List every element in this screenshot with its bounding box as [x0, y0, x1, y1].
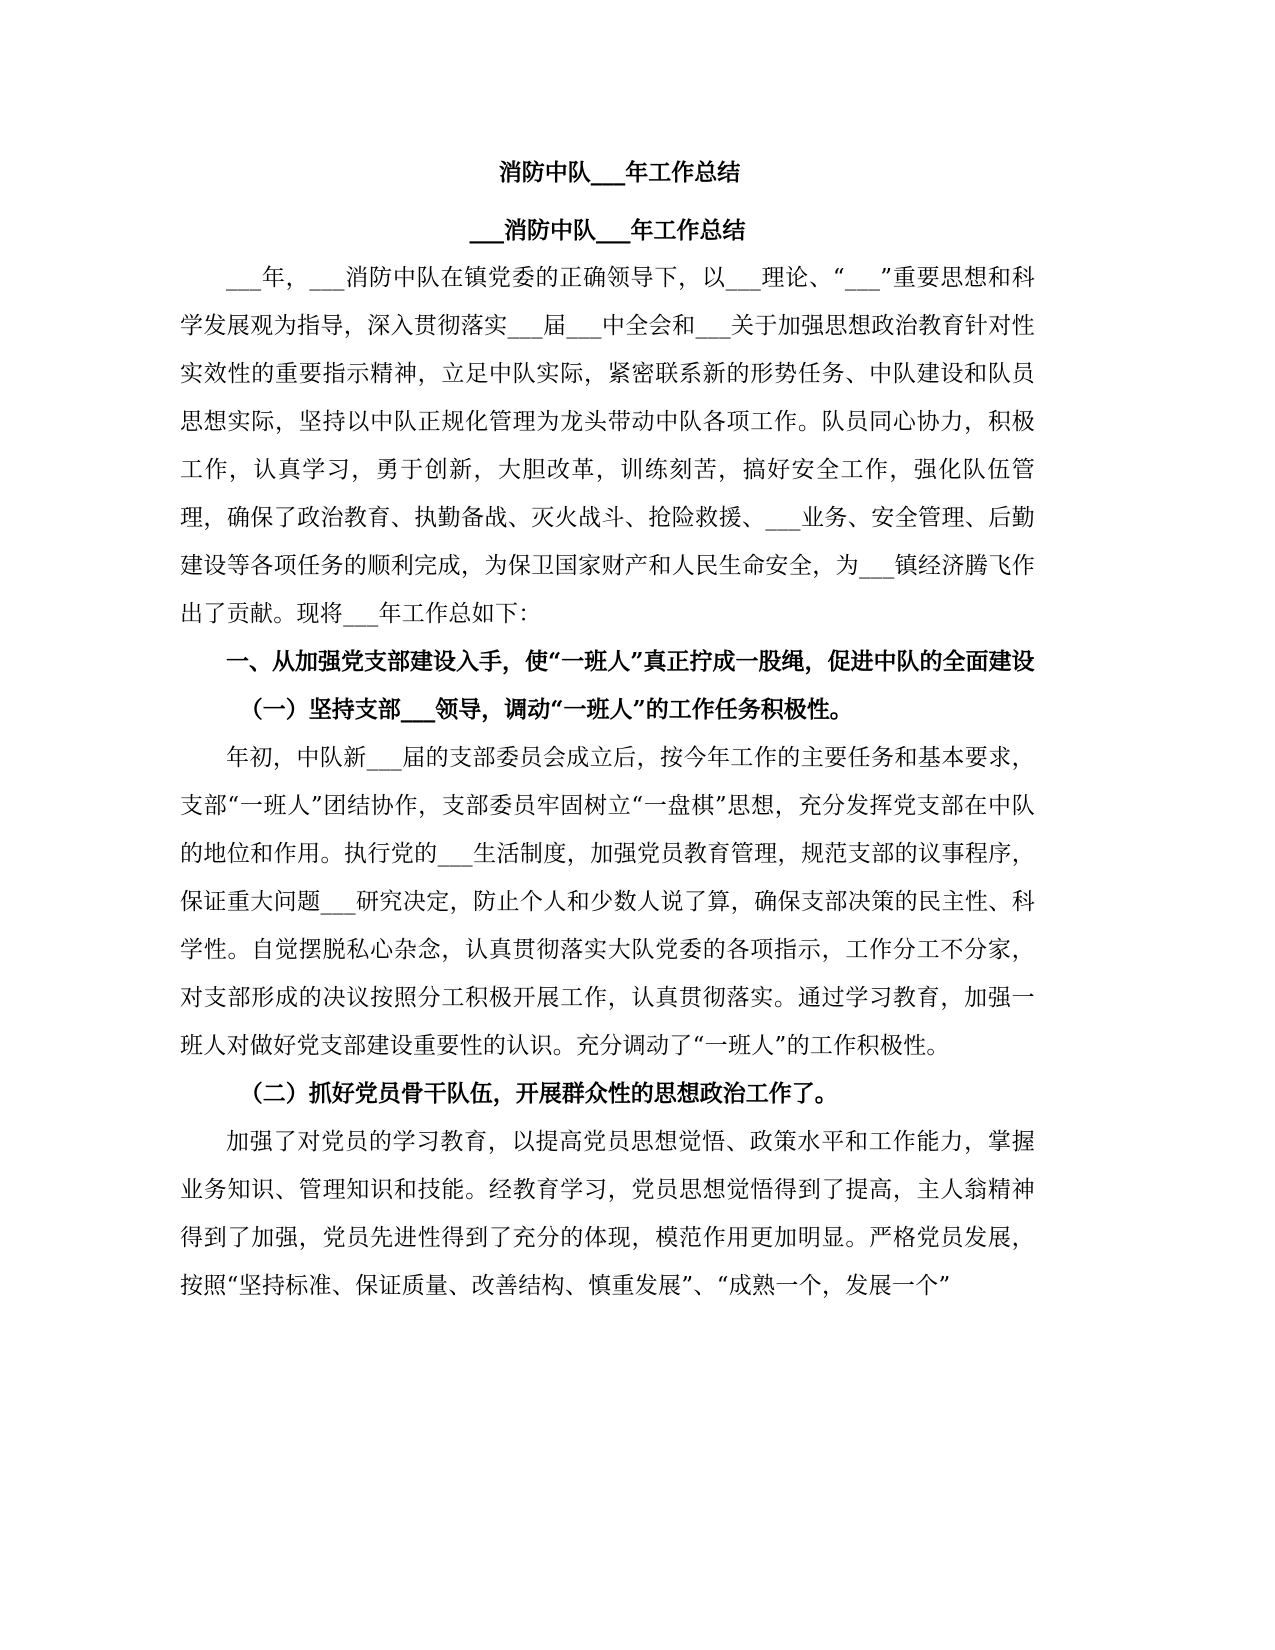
- document-subtitle: ___消防中队___年工作总结: [469, 217, 746, 244]
- subsection-heading-1: （一）坚持支部___领导，调动“一班人”的工作任务积极性。: [239, 696, 853, 723]
- intro-paragraph: ___年，___消防中队在镇党委的正确领导下，以___理论、“___”重要思想和科学发展观为指导，深入贯彻落实___届___中全会和___关于加强思想政治教育针对性实效性的重要指示精神，立足中队实际，紧密联系新的形势任务、中队建设和队员思想实际，坚持以中队正规化管理为龙头带动中队各项工作。队员同心协力，积极工作，认真学习，勇于创新，大胆改革，训练刻苦，搞好安全工作，强化队伍管理，确保了政治教育、执勤备战、灭火战斗、抢险救援、___业务、安全管理、后勤建设等各项任务的顺利完成，为保卫国家财产和人民生命安全，为___镇经济腾飞作出了贡献。现将___年工作总如下：: [180, 265, 1035, 627]
- section-heading-1: 一、从加强党支部建设入手，使“一班人”真正拧成一股绳，促进中队的全面建设: [226, 648, 1035, 675]
- document-page: [180, 150, 1035, 1310]
- subsection-paragraph-1: 年初，中队新___届的支部委员会成立后，按今年工作的主要任务和基本要求，支部“一班人”团结协作，支部委员牢固树立“一盘棋”思想，充分发挥党支部在中队的地位和作用。执行党的___生活制度，加强党员教育管理，规范支部的议事程序，保证重大问题___研究决定，防止个人和少数人说了算，确保支部决策的民主性、科学性。自觉摆脱私心杂念，认真贯彻落实大队党委的各项指示，工作分工不分家，对支部形成的决议按照分工积极开展工作，认真贯彻落实。通过学习教育，加强一班人对做好党支部建设重要性的认识。充分调动了“一班人”的工作积极性。: [180, 745, 1035, 1059]
- subsection-heading-2: （二）抓好党员骨干队伍，开展群众性的思想政治工作了。: [239, 1080, 838, 1107]
- subsection-paragraph-2: 加强了对党员的学习教育，以提高党员思想觉悟、政策水平和工作能力，掌握业务知识、管理知识和技能。经教育学习，党员思想觉悟得到了提高，主人翁精神得到了加强，党员先进性得到了充分的体现，模范作用更加明显。严格党员发展，按照“坚持标准、保证质量、改善结构、慎重发展”、“成熟一个，发展一个”: [180, 1129, 1035, 1299]
- document-title: 消防中队___年工作总结: [498, 159, 741, 186]
